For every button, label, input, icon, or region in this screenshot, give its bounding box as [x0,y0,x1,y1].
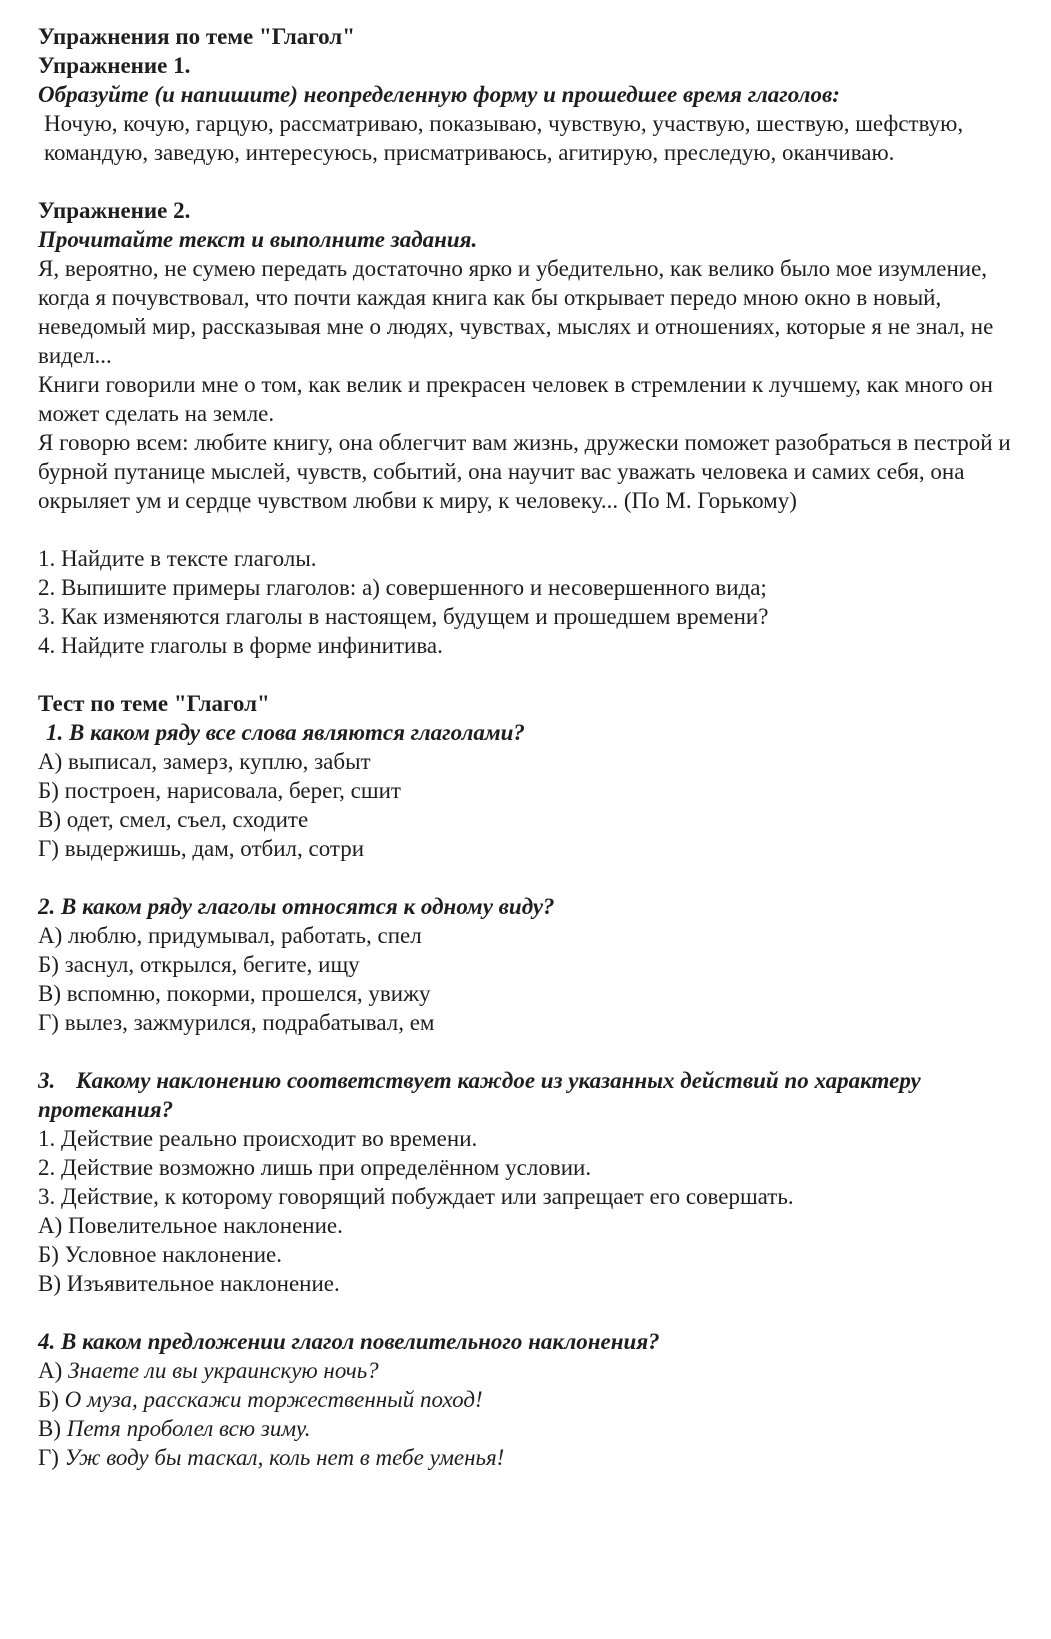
spacer [38,167,1023,196]
exercise-2-subtask: 2. Выпишите примеры глаголов: а) совершенного и несовершенного вида; [38,575,767,600]
exercise-2-subtask: 3. Как изменяются глаголы в настоящем, будущем и прошедшем времени? [38,604,769,629]
test-option [38,1443,1023,1472]
exercise-2-paragraph: Книги говорили мне о том, как велик и прекрасен человек в стремлении к лучшему, как много он может сделать на земле. [38,372,993,426]
test-option-text: Петя проболел всю зиму. [66,1416,311,1441]
test-option [38,1385,1023,1414]
test-option: В) Изъявительное наклонение. [38,1271,340,1296]
document-title: Упражнения по теме "Глагол" [38,24,355,49]
test-question-3 [38,1066,1023,1124]
test-q3-item: 3. Действие, к которому говорящий побуждает или запрещает его совершать. [38,1184,794,1209]
exercise-1-heading: Упражнение 1. [38,53,191,78]
test-option [38,1356,1023,1385]
exercise-2-paragraph: Я, вероятно, не сумею передать достаточно ярко и убедительно, как велико было мое изумление, когда я почувствовал, что почти каждая книга как бы открывает передо мною окно в новый, неведомый мир, рассказывая мне о людях, чувствах, мыслях и отношениях, которые я не знал, не видел... [38,256,994,368]
exercise-2-subtask: 4. Найдите глаголы в форме инфинитива. [38,633,443,658]
test-option: Г) вылез, зажмурился, подрабатывал, ем [38,1010,435,1035]
exercise-2-task: Прочитайте текст и выполните задания. [38,227,478,252]
document-page [38,22,1023,1472]
test-q3-item: 2. Действие возможно лишь при определённом условии. [38,1155,592,1180]
test-option: Б) заснул, открылся, бегите, ищу [38,952,360,977]
exercise-1-text: Ночую, кочую, гарцую, рассматриваю, показываю, чувствую, участвую, шествую, шефствую, командую, заведую, интересуюсь, присматриваюсь, агитирую, преследую, оканчиваю. [44,111,964,165]
test-option-text: Знаете ли вы украинскую ночь? [68,1358,379,1383]
test-question-1: 1. В каком ряду все слова являются глаголами? [46,720,525,745]
spacer [38,1298,1023,1327]
test-option [38,1414,1023,1443]
test-q3-item: 1. Действие реально происходит во времени. [38,1126,478,1151]
spacer [38,1037,1023,1066]
test-option-text: О муза, расскажи торжественный поход! [64,1387,483,1412]
exercise-2-heading: Упражнение 2. [38,198,191,223]
test-option: В) вспомню, покорми, прошелся, увижу [38,981,431,1006]
exercise-2-subtask: 1. Найдите в тексте глаголы. [38,546,317,571]
test-option-letter: Б) [38,1387,59,1412]
test-question-2: 2. В каком ряду глаголы относятся к одному виду? [38,894,555,919]
test-option-text: Уж воду бы таскал, коль нет в тебе уменья! [64,1445,505,1470]
test-option: Г) выдержишь, дам, отбил, сотри [38,836,365,861]
test-option: А) Повелительное наклонение. [38,1213,343,1238]
test-question-4: 4. В каком предложении глагол повелительного наклонения? [38,1329,660,1354]
spacer [38,515,1023,544]
test-heading: Тест по теме "Глагол" [38,691,270,716]
test-option: Б) Условное наклонение. [38,1242,282,1267]
test-option: Б) построен, нарисовала, берег, сшит [38,778,401,803]
test-option-letter: А) [38,1358,63,1383]
test-question-3-text: Какому наклонению соответствует каждое из указанных действий по характеру протекания? [38,1068,921,1122]
test-option-letter: Г) [38,1445,59,1470]
exercise-2-paragraph: Я говорю всем: любите книгу, она облегчит вам жизнь, дружески поможет разобраться в пестрой и бурной путанице мыслей, чувств, событий, она научит вас уважать человека и самих себя, она окрыляет ум и сердце чувством любви к миру, к человеку... (По М. Горькому) [38,430,1011,513]
test-option: В) одет, смел, съел, сходите [38,807,309,832]
exercise-1-task: Образуйте (и напишите) неопределенную форму и прошедшее время глаголов: [38,82,840,107]
spacer [38,660,1023,689]
test-option-letter: В) [38,1416,61,1441]
spacer [38,863,1023,892]
test-option: А) люблю, придумывал, работать, спел [38,923,422,948]
test-question-3-number: 3. [38,1068,56,1093]
test-option: А) выписал, замерз, куплю, забыт [38,749,371,774]
